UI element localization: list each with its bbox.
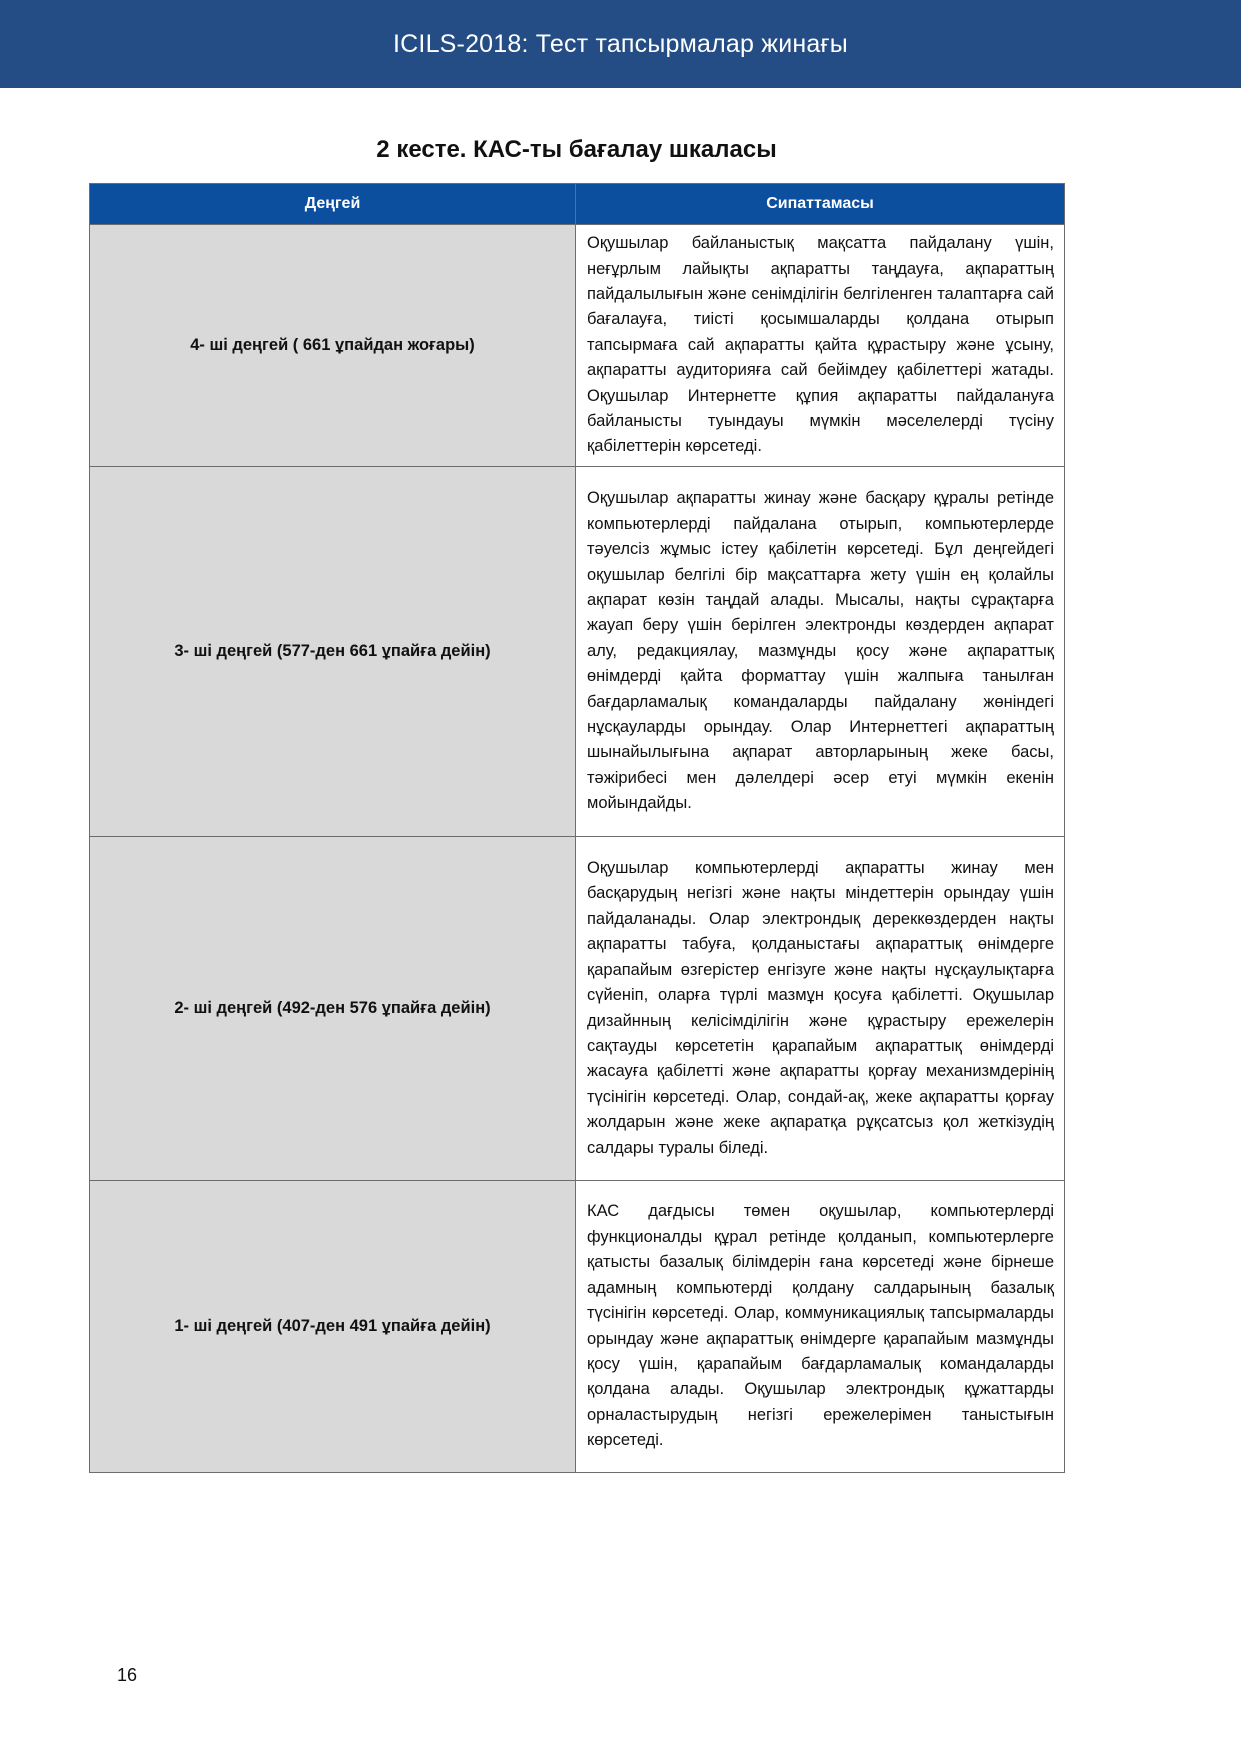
level-cell: 1- ші деңгей (407-ден 491 ұпайға дейін) bbox=[90, 1181, 576, 1473]
table-row bbox=[90, 837, 1065, 1181]
description-cell: Оқушылар ақпаратты жинау және басқару құралы ретінде компьютерлерді пайдалана отырып, компьютерлерде тәуелсіз жұмыс істеу қабілетін көрсетеді. Бұл деңгейдегі оқушылар белгілі бір мақсаттарға жету үшін ең қолайлы ақпарат көзін таңдай алады. Мысалы, нақты сұрақтарға жауап беру үшін берілген электронды көздерден ақпарат алу, редакциялау, мазмұнды қосу және ақпараттық өнімдерді қайта форматтау үшін жалпыға танылған бағдарламалық командаларды пайдалану жөніндегі нұсқауларды орындау. Олар Интернеттегі ақпараттың шынайылығына ақпарат авторларының жеке басы, тәжірибесі мен дәлелдері әсер етуі мүмкін екенін мойындайды. bbox=[576, 467, 1065, 837]
level-cell: 3- ші деңгей (577-ден 661 ұпайға дейін) bbox=[90, 467, 576, 837]
level-cell: 2- ші деңгей (492-ден 576 ұпайға дейін) bbox=[90, 837, 576, 1181]
column-header-description: Сипаттамасы bbox=[576, 184, 1065, 225]
document-header-title: ICILS-2018: Тест тапсырмалар жинағы bbox=[393, 29, 848, 58]
level-cell: 4- ші деңгей ( 661 ұпайдан жоғары) bbox=[90, 225, 576, 467]
description-cell: Оқушылар компьютерлерді ақпаратты жинау мен басқарудың негізгі және нақты міндеттерін орындау үшін пайдаланады. Олар электрондық дереккөздерден нақты ақпаратты табуға, қолданыстағы ақпараттық өнімдерге қарапайым өзгерістер енгізуге және нақты нұсқаулықтарға сүйеніп, оларға түрлі мазмұн қосуға қабілетті. Оқушылар дизайнның келісімділігін және құрастыру ережелерін сақтауды көрсететін қарапайым ақпараттық өнімдерді жасауға қабілетті және ақпаратты қорғау механизмдерінің түсінігін көрсетеді. Олар, сондай-ақ, жеке ақпаратты қорғау жолдарын және жеке ақпаратқа рұқсатсыз қол жеткізудің салдары туралы біледі. bbox=[576, 837, 1065, 1181]
table-row bbox=[90, 467, 1065, 837]
description-cell: Оқушылар байланыстық мақсатта пайдалану үшін, неғұрлым лайықты ақпаратты таңдауға, ақпараттың пайдалылығын және сенімділігін белгіленген талаптарға сай бағалауға, тиісті қосымшаларды қолдана отырып тапсырмаға сай ақпаратты қайта құрастыру және ұсыну, ақпаратты аудиторияға сай бейімдеу қабілеттері жатады. Оқушылар Интернетте құпия ақпаратты пайдалануға байланысты туындауы мүмкін мәселелерді түсіну қабілеттерін көрсетеді. bbox=[576, 225, 1065, 467]
assessment-scale-table bbox=[89, 183, 1065, 1473]
table-row bbox=[90, 1181, 1065, 1473]
table-title: 2 кесте. КАС-ты бағалау шкаласы bbox=[376, 136, 777, 163]
table-row bbox=[90, 225, 1065, 467]
description-cell: КАС дағдысы төмен оқушылар, компьютерлерді функционалды құрал ретінде қолданып, компьютерлерге қатысты базалық білімдерін ғана көрсетеді және бірнеше адамның компьютерді қолдану салдарының базалық түсінігін көрсетеді. Олар, коммуникациялық тапсырмаларды орындау және ақпараттық өнімдерге қарапайым мазмұнды қосу үшін, қарапайым бағдарламалық командаларды қолдана алады. Оқушылар электрондық құжаттарды орналастырудың негізгі ережелерімен таныстығын көрсетеді. bbox=[576, 1181, 1065, 1473]
page-number: 16 bbox=[117, 1665, 138, 1685]
document-header-band bbox=[0, 0, 1241, 88]
table-header-row bbox=[90, 184, 1065, 225]
column-header-level: Деңгей bbox=[90, 184, 576, 225]
